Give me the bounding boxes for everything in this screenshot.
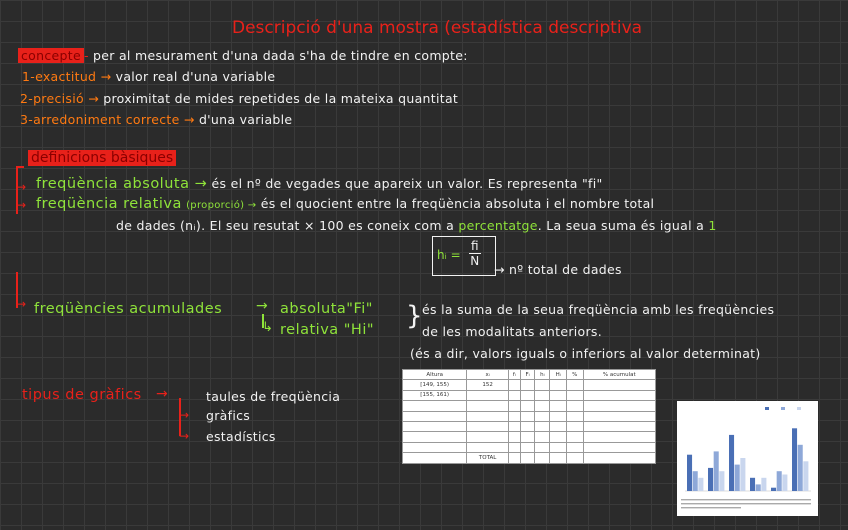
- acumulades-relativa: relativa "Hi": [280, 322, 375, 338]
- table-cell: [508, 390, 520, 400]
- frequency-table: [402, 369, 656, 464]
- bar: [761, 478, 766, 491]
- table-cell: [467, 401, 508, 411]
- table-cell: [583, 453, 655, 463]
- table-cell: [566, 432, 583, 442]
- concepte-line: [18, 48, 468, 63]
- table-cell: [550, 390, 566, 400]
- table-cell: [566, 390, 583, 400]
- table-cell: [583, 442, 655, 452]
- table-cell: [535, 442, 550, 452]
- table-cell: [535, 401, 550, 411]
- bar: [714, 451, 719, 491]
- bar: [750, 478, 755, 491]
- table-cell: [520, 390, 534, 400]
- table-header: %: [566, 370, 583, 380]
- table-cell: [583, 390, 655, 400]
- bar: [693, 471, 698, 491]
- arrow-icon: →: [16, 198, 27, 212]
- table-cell: [403, 411, 467, 421]
- table-cell: [566, 442, 583, 452]
- table-header: Altura: [403, 370, 467, 380]
- table-cell: [566, 453, 583, 463]
- table-cell: [535, 390, 550, 400]
- table-cell: [566, 401, 583, 411]
- freq-relativa-line2: [116, 218, 717, 233]
- table-cell: [520, 442, 534, 452]
- acumulades-text3: (és a dir, valors iguals o inferiors al valor determinat): [410, 346, 761, 361]
- definicions-heading: definicions bàsiques: [28, 150, 176, 166]
- item-text: proximitat de mides repetides de la mateixa quantitat: [103, 91, 459, 106]
- freq-relativa-sub: (proporció) →: [186, 200, 257, 211]
- table-row: [403, 411, 656, 421]
- formula-den: N: [470, 254, 480, 268]
- arrow-icon: ↳: [262, 320, 273, 335]
- table-cell: [566, 411, 583, 421]
- tipus-item-3: estadístics: [206, 429, 276, 444]
- rel-text: . La seua suma és igual a: [537, 218, 705, 233]
- bar: [735, 465, 740, 491]
- table-cell: [508, 432, 520, 442]
- rel-one: 1: [708, 218, 717, 233]
- table-cell: [583, 421, 655, 431]
- acumulades-absoluta: absoluta"Fi": [280, 301, 373, 317]
- caption-line: [681, 499, 811, 500]
- table-row: [403, 442, 656, 452]
- freq-absoluta-label: freqüència absoluta →: [36, 176, 208, 192]
- table-cell: [403, 432, 467, 442]
- table-cell: [403, 442, 467, 452]
- item-label: 2-precisió →: [20, 91, 99, 106]
- table-cell: [467, 390, 508, 400]
- table-row: [403, 421, 656, 431]
- page-title: Descripció d'una mostra (estadística descriptiva: [232, 18, 643, 38]
- tipus-label: tipus de gràfics: [22, 387, 142, 403]
- table-cell: [550, 401, 566, 411]
- formula-lhs: hᵢ =: [437, 248, 461, 262]
- freq-relativa-text1: és el quocient entre la freqüència absoluta i el nombre total: [260, 196, 655, 211]
- acumulades-text2: de les modalitats anteriors.: [422, 324, 603, 339]
- percentatge-word: percentatge: [458, 218, 538, 233]
- table-row: [403, 432, 656, 442]
- bar: [708, 468, 713, 491]
- concepte-item-1: [22, 69, 275, 84]
- acumulades-label: freqüències acumulades: [34, 301, 223, 317]
- table-cell: [467, 432, 508, 442]
- legend-swatch: [781, 407, 785, 410]
- arrow-icon: →: [179, 429, 190, 443]
- legend-swatch: [765, 407, 769, 410]
- arrow-icon: →: [256, 298, 268, 314]
- bar: [729, 435, 734, 491]
- table-cell: [508, 453, 520, 463]
- table-cell: [550, 453, 566, 463]
- table-cell: [550, 432, 566, 442]
- table-cell: [520, 432, 534, 442]
- freq-absoluta-line: [36, 176, 603, 192]
- table-cell: [149, 155): [403, 380, 467, 390]
- caption-line: [681, 503, 811, 504]
- brace-icon: }: [406, 301, 423, 331]
- table-cell: [535, 453, 550, 463]
- table-cell: [550, 442, 566, 452]
- table-cell: [520, 453, 534, 463]
- table-row: [403, 401, 656, 411]
- table-cell: [566, 380, 583, 390]
- arrow-icon: →: [16, 297, 27, 311]
- table-cell: 152: [467, 380, 508, 390]
- table-cell: [508, 442, 520, 452]
- table-cell: [508, 380, 520, 390]
- table-cell: [508, 411, 520, 421]
- table-cell: [403, 453, 467, 463]
- table-cell: [403, 401, 467, 411]
- bar: [792, 428, 797, 491]
- table-cell: [467, 421, 508, 431]
- arrow-icon: →: [179, 408, 190, 422]
- table-cell: [550, 380, 566, 390]
- arrow-icon: →: [16, 180, 27, 194]
- table-cell: [583, 411, 655, 421]
- formula-num: fi: [471, 239, 479, 253]
- table-row: [403, 380, 656, 390]
- freq-relativa-label: freqüència relativa: [36, 196, 182, 212]
- table-header: Fᵢ: [520, 370, 534, 380]
- item-label: 1-exactitud →: [22, 69, 112, 84]
- table-cell: [467, 411, 508, 421]
- table-row: [403, 453, 656, 463]
- bracket-tick: [16, 166, 24, 168]
- bar: [740, 458, 745, 491]
- bar: [719, 471, 724, 491]
- table-cell: [535, 432, 550, 442]
- table-cell: [535, 411, 550, 421]
- legend-swatch: [797, 407, 801, 410]
- table-cell: [508, 421, 520, 431]
- table-cell: [508, 401, 520, 411]
- table-header: hᵢ: [535, 370, 550, 380]
- item-text: valor real d'una variable: [115, 69, 276, 84]
- table-header: fᵢ: [508, 370, 520, 380]
- table-header: Hᵢ: [550, 370, 566, 380]
- concepte-item-3: [20, 112, 292, 127]
- table-cell: [520, 401, 534, 411]
- bar: [756, 484, 761, 491]
- concepte-dash: -: [83, 48, 89, 63]
- bar: [687, 455, 692, 491]
- bar: [771, 488, 776, 491]
- bar: [798, 445, 803, 491]
- table-cell: [403, 421, 467, 431]
- caption-line: [681, 507, 741, 508]
- table-cell: [535, 421, 550, 431]
- item-label: 3-arredoniment correcte →: [20, 112, 195, 127]
- bar: [782, 475, 787, 492]
- tipus-item-1: taules de freqüència: [206, 389, 341, 404]
- table-cell: [566, 421, 583, 431]
- concepte-label: concepte: [18, 48, 84, 63]
- chart-image: [677, 401, 818, 516]
- table-header: xᵢ: [467, 370, 508, 380]
- table-cell: [520, 421, 534, 431]
- table-cell: [550, 421, 566, 431]
- table-cell: [155, 161): [403, 390, 467, 400]
- table-cell: [583, 432, 655, 442]
- freq-relativa-line: [36, 196, 654, 212]
- acumulades-text1: és la suma de la seua freqüència amb les freqüències: [422, 302, 775, 317]
- bar: [803, 461, 808, 491]
- freq-absoluta-text: és el nº de vegades que apareix un valor. Es representa "fi": [211, 176, 603, 191]
- table-cell: [583, 380, 655, 390]
- item-text: d'una variable: [198, 112, 293, 127]
- formula-note: → nº total de dades: [494, 262, 622, 277]
- tipus-item-2: gràfics: [206, 408, 251, 423]
- arrow-icon: →: [156, 386, 168, 402]
- formula-box: [432, 236, 496, 276]
- table-header-row: [403, 370, 656, 380]
- table-cell: TOTAL: [467, 453, 508, 463]
- concepte-item-2: [20, 91, 458, 106]
- formula-fraction: [469, 239, 481, 268]
- rel-text: de dades (nᵢ). El seu resutat × 100 es coneix com a: [116, 218, 455, 233]
- table-header: % acumulat: [583, 370, 655, 380]
- concepte-intro: per al mesurament d'una dada s'ha de tindre en compte:: [93, 48, 468, 63]
- table-cell: [535, 380, 550, 390]
- table-cell: [583, 401, 655, 411]
- bar: [698, 478, 703, 491]
- bar: [777, 471, 782, 491]
- table-cell: [520, 411, 534, 421]
- bar-chart: [677, 401, 818, 516]
- table-cell: [467, 442, 508, 452]
- table-row: [403, 390, 656, 400]
- table-cell: [520, 380, 534, 390]
- table-cell: [550, 411, 566, 421]
